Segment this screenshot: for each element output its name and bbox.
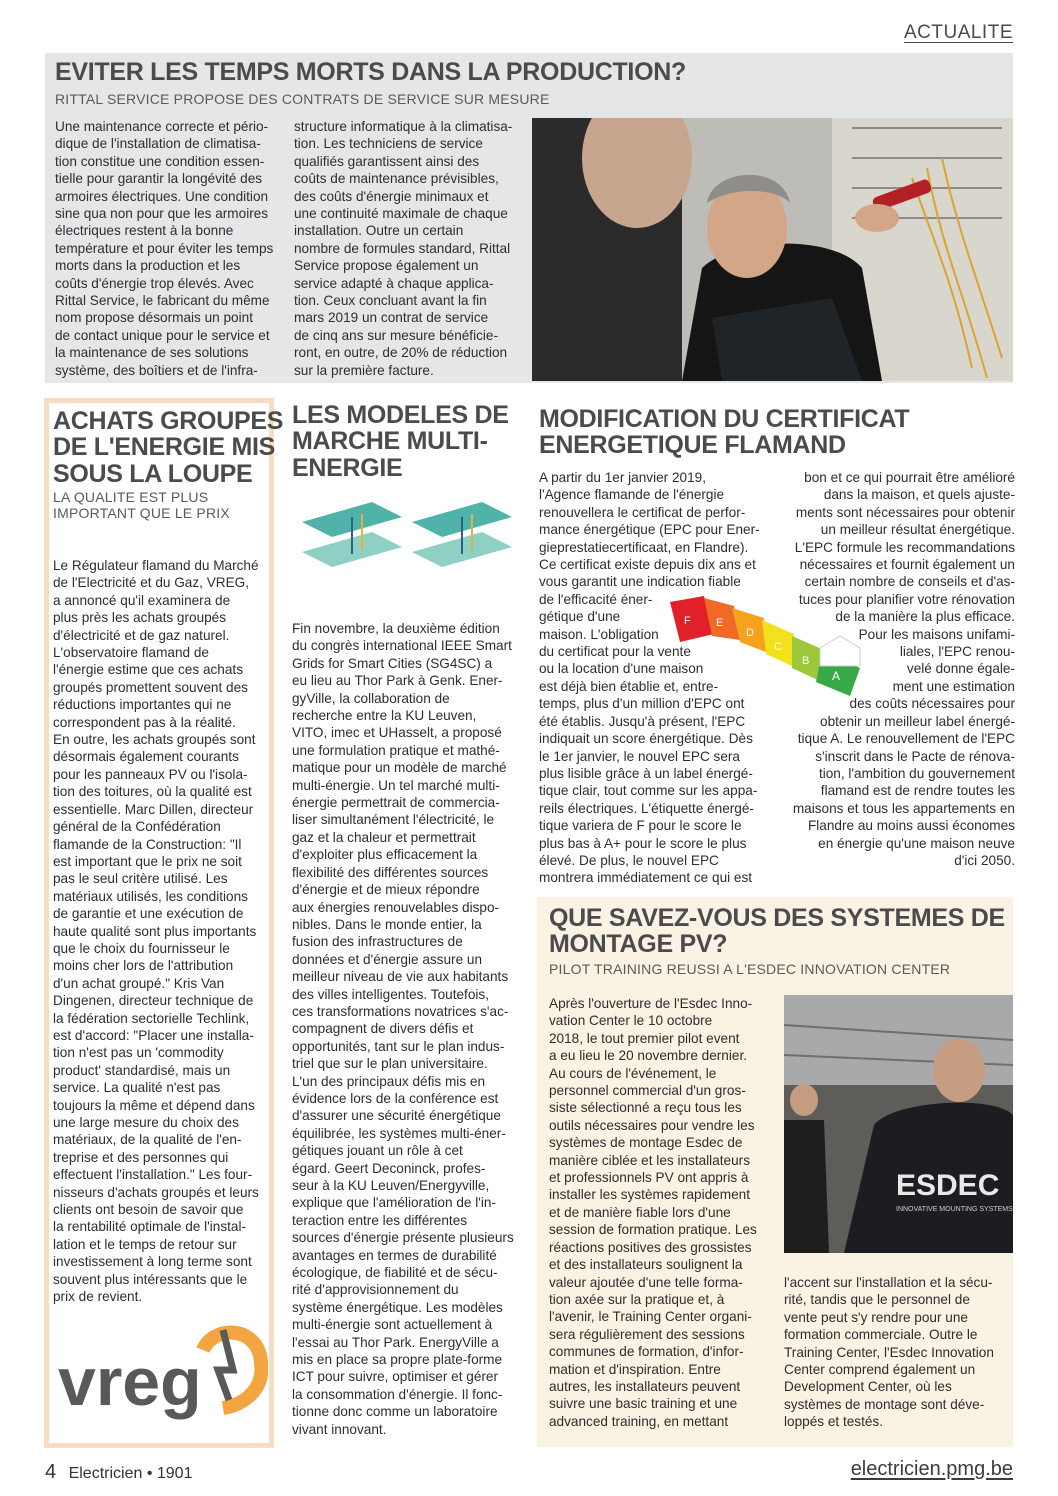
epc-letter-d: D: [746, 627, 754, 639]
esdec-jacket-brand: ESDEC: [896, 1169, 1000, 1202]
article-title-achats: ACHATS GROUPES DE L'ENERGIE MIS SOUS LA LOUPE: [53, 407, 284, 488]
article-rittal-col2: structure informatique à la climatisa- tion. Les techniciens de service qualifiés garantissent ainsi des coûts de maintenance prévisibles, des coûts d'énergie minimaux et une continuité maximale de chaque installation. Outre un certain nombre de formules standard, Rittal Service propose également un service adapté à chaque applica- tion. Ceux concluant avant la fin mars 2019 un contrat de service de cinq ans sur mesure bénéficie- ront, en outre, de 20% de réduction sur la première facture.: [294, 119, 513, 378]
section-label: ACTUALITE: [903, 22, 1013, 43]
esdec-jacket-tagline: INNOVATIVE MOUNTING SYSTEMS: [896, 1206, 1013, 1213]
epc-energy-label-graphic: [670, 596, 870, 696]
article-subtitle-rittal: RITTAL SERVICE PROPOSE DES CONTRATS DE SERVICE SUR MESURE: [55, 91, 550, 107]
article-pv-col1: Après l'ouverture de l'Esdec Inno- vation Center le 10 octobre 2018, le tout premier pilot event a eu lieu le 20 novembre dernier. Au cours de l'événement, le personnel commercial d'un gros- siste sélectionné a reçu tous les outils nécessaires pour vendre les systèmes de montage Esdec de manière ciblée et les installateurs et professionnels PV ont appris à installer les systèmes rapidement et de manière fiable lors d'une session de formation pratique. Les réactions positives des grossistes et des installateurs soulignent la valeur ajoutée d'une telle forma- tion axée sur la pratique et, à l'avenir, le Training Center organi- sera régulièrement des sessions communes de formation, d'infor- mation et d'inspiration. Entre autres, les installateurs peuvent suivre une basic training et une advanced training, en mettant: [549, 996, 757, 1429]
publication-name: Electricien • 1901: [68, 1465, 193, 1482]
article-epc-col2: bon et ce qui pourrait être amélioré dans la maison, et quels ajuste- ments sont nécessaires pour obtenir un meilleur résultat énergétique. L'EPC formule les recommandations nécessaires et fournit également un certain nombre de conseils et d'as- tuces pour planifier votre rénovation de la manière la plus efficace. Pour les maisons unifami- liales, l'EPC renou- velé donne égale- ment une estimation des coûts nécessaires pour obtenir un meilleur label énergé- tique A. Le renouvellement de l'EPC s'inscrit dans le Pacte de rénova- tion, l'ambition du gouvernement flamand est de rendre toutes les maisons et tous les appartements en Flandre au moins aussi économes en énergie qu'une maison neuve d'ici 2050.: [792, 470, 1015, 868]
article-title-modeles: LES MODELES DE MARCHE MULTI- ENERGIE: [292, 401, 509, 482]
epc-letter-c: C: [774, 641, 782, 653]
article-rittal-col1: Une maintenance correcte et pério- dique de l'installation de climatisa- tion constitue une condition essen- tielle pour garantir la longévité des armoires électriques. Une condition sine qua non pour que les armoires électriques restent à la bonne température et pour éviter les temps morts dans la production et les coûts d'énergie trop élevés. Avec Rittal Service, le fabricant du même nom propose désormais un point de contact unique pour le service et la maintenance de ses solutions système, des boîtiers et de l'infra-: [55, 119, 274, 378]
page-number: 4: [45, 1461, 57, 1483]
esdec-training-photo: [784, 995, 1013, 1253]
epc-letter-b: B: [802, 655, 810, 667]
article-modeles-body: Fin novembre, la deuxième édition du congrès international IEEE Smart Grids for Smart Cities (SG4SC) a eu lieu au Thor Park à Genk. Ener- gyVille, la collaboration de recherche entre la KU Leuven, VITO, imec et UHasselt, a proposé une formulation pratique et mathé- matique pour un modèle de marché multi-énergie. Un tel marché multi- énergie permettrait de commercia- liser simultanément l'électricité, le gaz et la chaleur et permettrait d'exploiter plus efficacement la flexibilité des différentes sources d'énergie et de mieux répondre aux énergies renouvelables dispo- nibles. Dans le monde entier, la fusion des infrastructures de données et d'énergie assure un meilleur niveau de vie aux habitants des villes intelligentes. Toutefois, ces transformations novatrices s'ac- compagnent de divers défis et opportunités, tant sur le plan indus- triel que sur le plan universitaire. L'un des principaux défis mis en évidence lors de la conférence est d'assurer une sécurité énergétique équilibrée, les systèmes multi-éner- gétiques jouant un rôle à cet égard. Geert Deconinck, profes- seur à la KU Leuven/Energyville, explique que l'amélioration de l'in- teraction entre les différentes sources d'énergie présente plusieurs avantages en termes de durabilité écologique, de fiabilité et de sécu- rité d'approvisionnement du système énergétique. Les modèles multi-énergie sont actuellement à l'essai au Thor Park. EnergyVille a mis en place sa propre plate-forme ICT pour suivre, optimiser et gérer la consommation d'énergie. Il fonc- tionne donc comme un laboratoire vivant innovant.: [292, 621, 514, 1437]
article-subtitle-achats: LA QUALITE EST PLUS IMPORTANT QUE LE PRIX: [53, 489, 230, 522]
multi-energy-diagram: [292, 492, 517, 587]
technician-photo: [532, 118, 1013, 381]
epc-letter-e: E: [716, 617, 724, 629]
epc-letter-a: A: [832, 669, 841, 683]
epc-letter-f: F: [684, 615, 691, 627]
article-title-pv: QUE SAVEZ-VOUS DES SYSTEMES DE MONTAGE PV?: [549, 904, 1005, 959]
article-title-rittal: EVITER LES TEMPS MORTS DANS LA PRODUCTION?: [55, 58, 686, 86]
article-subtitle-pv: PILOT TRAINING REUSSI A L'ESDEC INNOVATION CENTER: [549, 961, 951, 977]
footer-issue: [45, 1461, 192, 1484]
article-achats-body: Le Régulateur flamand du Marché de l'Electricité et du Gaz, VREG, a annoncé qu'il examinera de plus près les achats groupés d'électricité et de gaz naturel. L'observatoire flamand de l'énergie estime que ces achats groupés promettent souvent des réductions importantes qui ne correspondent pas à la réalité. En outre, les achats groupés sont désormais également courants pour les panneaux PV ou l'isola- tion des toitures, où la qualité est essentielle. Marc Dillen, directeur général de la Confédération flamande de la Construction: "Il est important que le prix ne soit pas le seul critère utilisé. Les matériaux utilisés, les conditions de garantie et une exécution de haute qualité sont plus importants que le choix du fournisseur le moins cher lors de l'attribution d'un achat groupé." Kris Van Dingenen, directeur technique de la fédération sectorielle Techlink, est d'accord: "Placer une installa- tion n'est pas un 'commodity product' standardisé, mais un service. La qualité n'est pas toujours la même et dépend dans une large mesure du choix des matériaux, de la qualité de l'en- treprise et des personnes qui effectuent l'installation." Les four- nisseurs d'achats groupés et leurs clients ont besoin de savoir que la rentabilité optimale de l'instal- lation et le temps de retour sur investissement à long terme sont souvent plus intéressants que le prix de revient.: [53, 558, 259, 1305]
vreg-logo-text: vreg: [58, 1344, 202, 1420]
article-pv-col2: l'accent sur l'installation et la sécu- rité, tandis que le personnel de vente peut s'y rendre pour une formation commerciale. Outre le Training Center, l'Esdec Innovation Center comprend également un Development Center, où les systèmes de montage sont déve- loppés et testés.: [784, 1275, 994, 1430]
publication-url-link[interactable]: electricien.pmg.be: [850, 1458, 1013, 1480]
vreg-logo: [53, 1320, 268, 1438]
article-epc-col1: A partir du 1er janvier 2019, l'Agence flamande de l'énergie renouvellera le certificat de perfor- mance énergétique (EPC pour Ener- gieprestatiecertificaat, en Flandre). Ce certificat existe depuis dix ans et vous garantit une indication fiable de l'efficacité éner- gétique d'une maison. L'obligation du certificat pour la vente ou la location d'une maison est déjà bien établie et, entre- temps, plus d'un million d'EPC ont été établis. Jusqu'à présent, l'EPC indiquait un score énergétique. Dès le 1er janvier, le nouvel EPC sera plus lisible grâce à un label énergé- tique clair, tout comme sur les appa- reils électriques. L'étiquette énergé- tique variera de F pour le score le plus bas à A+ pour le score le plus élevé. De plus, le nouvel EPC montrera immédiatement ce qui est: [539, 470, 760, 886]
article-title-epc: MODIFICATION DU CERTIFICAT ENERGETIQUE FLAMAND: [539, 405, 910, 460]
